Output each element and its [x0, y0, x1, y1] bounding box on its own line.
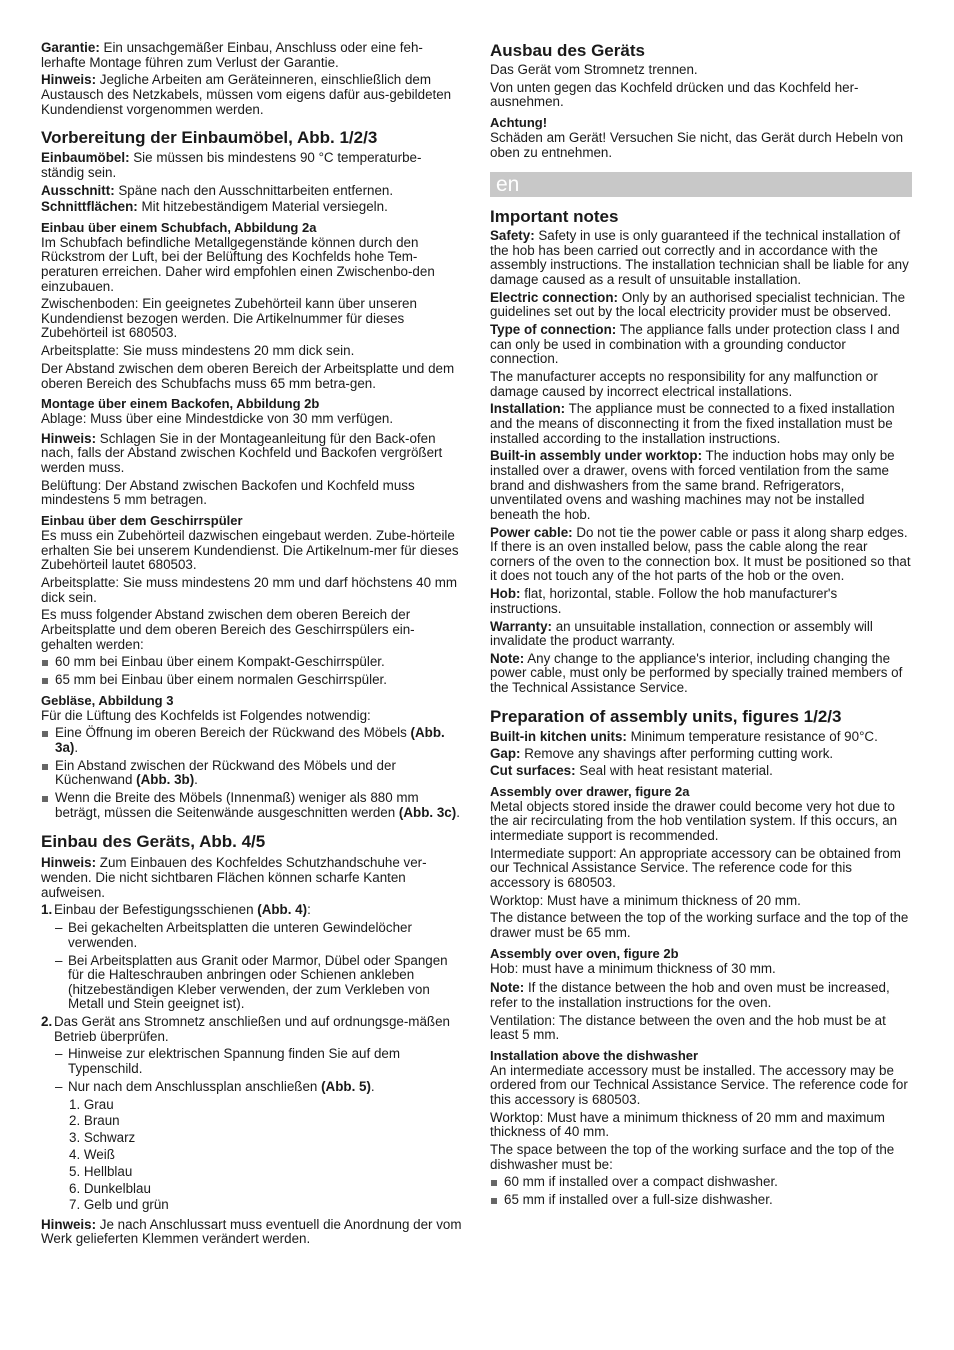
electric-text: Only by an authorised specialist technician. The guidelines set out by the local electricity provider must be observed.	[490, 289, 906, 320]
heading-vorbereitung: Vorbereitung der Einbaumöbel, Abb. 1/2/3	[41, 128, 378, 148]
dishwasher-paragraph: The space between the top of the working surface and the top of the dishwasher must be:	[490, 1142, 895, 1172]
gap-paragraph	[490, 747, 912, 762]
drawer-paragraph: Metal objects stored inside the drawer could become very hot due to the air recirculating from the hob ventilation system. If this occurs, an intermediate support is recommended.	[490, 798, 898, 843]
hinweis-paragraph	[41, 432, 464, 476]
hob-text: flat, horizontal, stable. Follow the hob manufacturer's instructions.	[490, 586, 838, 616]
note-text: If the distance between the hob and oven must be increased, refer to the installation instructions for the oven.	[490, 980, 890, 1010]
ausbau-paragraph: Von unten gegen das Kochfeld drücken und das Kochfeld her-ausnehmen.	[490, 79, 859, 110]
belueftung-paragraph: Belüftung: Der Abstand zwischen Backofen und Kochfeld muss mindestens 5 mm betragen.	[41, 477, 415, 508]
figure-ref: (Abb. 5)	[321, 1078, 371, 1094]
sub-item: – Nur nach dem Anschlussplan anschließen (Abb. 5).	[41, 1080, 464, 1095]
ventilation-paragraph: Ventilation: The distance between the oven and the hob must be at least 5 mm.	[490, 1012, 886, 1043]
language-bar	[490, 172, 912, 197]
schubfach-paragraph: Arbeitsplatte: Sie muss mindestens 20 mm dick sein.	[41, 343, 355, 359]
list-item: 65 mm bei Einbau über einem normalen Geschirrspüler.	[41, 673, 464, 688]
backofen-paragraph: Ablage: Muss über eine Mindestdicke von 30 mm verfügen.	[41, 411, 394, 427]
kitchen-units-paragraph	[490, 730, 912, 745]
hinweis-text: Jegliche Arbeiten am Geräteinneren, einschließlich dem Austausch des Netzkabels, müssen vom eigens dafür aus-gebildeten Kundendienst vorgenommen werden.	[41, 72, 452, 117]
einbaumoebel-text: Sie müssen bis mindestens 90 °C temperaturbe-ständig sein.	[41, 150, 422, 180]
builtin-paragraph	[490, 449, 912, 522]
drawer-paragraph: Worktop: Must have a minimum thickness of 20 mm.	[490, 892, 801, 908]
installation-text: The appliance must be connected to a fixed installation and the means of disconnecting it from the fixed installation must be installed according to the installation instructions.	[490, 401, 895, 446]
electric-paragraph	[490, 291, 912, 320]
language-tag: en	[496, 173, 520, 197]
ausbau-paragraph: Das Gerät vom Stromnetz trennen.	[490, 62, 698, 77]
oven-paragraph: Hob: must have a minimum thickness of 30 mm.	[490, 960, 776, 976]
list-item: 65 mm if installed over a full-size dishwasher.	[490, 1193, 912, 1208]
step-1: 1. Einbau der Befestigungsschienen (Abb. 4):	[41, 902, 311, 918]
geblaese-paragraph: Für die Lüftung des Kochfelds ist Folgendes notwendig:	[41, 707, 371, 723]
wire-color-item: 1. Grau	[69, 1096, 114, 1112]
drawer-paragraph: The distance between the top of the working surface and the top of the drawer must be 65 mm.	[490, 910, 909, 940]
gap-text: Remove any shavings after performing cutting work.	[520, 746, 834, 762]
left-column	[41, 41, 464, 1250]
hinweis-text: Je nach Anschlussart muss eventuell die Anordnung der vom Werk gelieferten Klemmen verändert werden.	[41, 1216, 462, 1247]
hob-paragraph	[490, 587, 912, 616]
warranty-text: an unsuitable installation, connection or assembly will invalidate the product warranty.	[490, 618, 873, 649]
step-number: 1.	[41, 902, 53, 918]
hinweis-paragraph	[41, 1218, 464, 1247]
power-label: Power cable:	[490, 524, 573, 540]
heading-ausbau: Ausbau des Geräts	[490, 41, 645, 60]
note-paragraph	[490, 981, 912, 1010]
schnittflaechen-paragraph	[41, 200, 464, 215]
garantie-paragraph	[41, 41, 464, 70]
schubfach-paragraph: Zwischenboden: Ein geeignetes Zubehörteil kann über unseren Kundendienst bezogen werden. Die Artikelnummer für dieses Zubehörteil ist 680503.	[41, 296, 417, 341]
geschirr-paragraph: Es muss folgender Abstand zwischen dem oberen Bereich der Arbeitsplatte und dem oberen Bereich des Geschirrspülers ein-gehalten werden:	[41, 607, 415, 652]
dishwasher-paragraph: Worktop: Must have a minimum thickness of 20 mm and maximum thickness of 40 mm.	[490, 1109, 885, 1140]
hinweis-text: Zum Einbauen des Kochfeldes Schutzhandschuhe ver-wenden. Die nicht sichtbaren Flächen können scharfe Kanten aufweisen.	[41, 855, 427, 900]
list-item-text: Eine Öffnung im oberen Bereich der Rückwand des Möbels	[55, 725, 411, 741]
figure-ref: (Abb. 3b)	[136, 772, 195, 788]
heading-geschirrspueler: Einbau über dem Geschirrspüler	[41, 512, 243, 528]
warranty-paragraph	[490, 620, 912, 649]
heading-oven: Assembly over oven, figure 2b	[490, 945, 679, 961]
hinweis-label: Hinweis:	[41, 855, 97, 871]
step-number: 2.	[41, 1014, 53, 1030]
wire-color-item: 2. Braun	[69, 1113, 120, 1129]
wire-color-item: 7. Gelb und grün	[69, 1197, 169, 1213]
list-item: 60 mm bei Einbau über einem Kompakt-Geschirrspüler.	[41, 655, 464, 670]
figure-ref: (Abb. 3a)	[55, 725, 445, 756]
heading-schubfach: Einbau über einem Schubfach, Abbildung 2a	[41, 219, 317, 235]
type-paragraph	[490, 323, 912, 367]
dishwasher-paragraph: An intermediate accessory must be installed. The accessory may be ordered from our Technical Assistance Service. The reference code for this accessory is 680503.	[490, 1062, 908, 1107]
heading-geblaese: Gebläse, Abbildung 3	[41, 692, 174, 708]
figure-ref: (Abb. 3c)	[398, 804, 457, 820]
type-label: Type of connection:	[490, 322, 617, 338]
right-column	[490, 41, 912, 1211]
installation-paragraph	[490, 402, 912, 446]
heading-backofen: Montage über einem Backofen, Abbildung 2b	[41, 396, 320, 412]
list-item-text: Ein Abstand zwischen der Rückwand des Möbels und der Küchenwand	[55, 757, 396, 788]
heading-einbau: Einbau des Geräts, Abb. 4/5	[41, 832, 266, 852]
installation-label: Installation:	[490, 401, 566, 417]
heading-dishwasher: Installation above the dishwasher	[490, 1047, 699, 1063]
safety-text: Safety in use is only guaranteed if the technical installation of the hob has been carried out correctly and in accordance with the assembly instructions. The installation technician shall be liable for any damage caused as a result of unsuitable installation.	[490, 228, 909, 287]
electric-label: Electric connection:	[490, 289, 618, 305]
wire-color-item: 5. Hellblau	[69, 1163, 133, 1179]
schubfach-paragraph: Der Abstand zwischen dem oberen Bereich der Arbeitsplatte und dem oberen Bereich des Schubfachs muss 65 mm betra-gen.	[41, 361, 455, 391]
hinweis-text: Schlagen Sie in der Montageanleitung für den Back-ofen nach, falls der Abstand zwischen Kochfeld und Backofen vergrößert werden muss.	[41, 430, 443, 475]
list-item-text: Wenn die Breite des Möbels (Innenmaß) weniger als 880 mm beträgt, müssen die Seitenwände ausgeschnitten werden	[55, 790, 419, 820]
step-text: Das Gerät ans Stromnetz anschließen und auf ordnungsge-mäßen Betrieb überprüfen.	[54, 1014, 450, 1044]
type-text: The appliance falls under protection class I and can only be used in combination with a grounding conductor connection.	[490, 322, 900, 367]
builtin-text: The induction hobs may only be installed over a drawer, ovens with forced ventilation from the same brand and dishwashers from the same brand. Refrigerators, unventilated ovens and washing machines may not be installed beneath the hob.	[490, 448, 895, 522]
hinweis-paragraph	[41, 73, 464, 117]
gap-label: Gap:	[490, 746, 521, 762]
sub-item: – Bei gekachelten Arbeitsplatten die unteren Gewindelöcher verwenden.	[41, 921, 464, 950]
note-label: Note:	[490, 650, 525, 666]
kitchen-units-text: Minimum temperature resistance of 90°C.	[626, 728, 878, 744]
warranty-label: Warranty:	[490, 618, 553, 634]
note-text: Any change to the appliance's interior, including changing the power cable, must only be performed by specially trained members of the Technical Assistance Service.	[490, 650, 903, 696]
sub-item: – Hinweise zur elektrischen Spannung finden Sie auf dem Typenschild.	[41, 1047, 464, 1076]
list-item: Wenn die Breite des Möbels (Innenmaß) weniger als 880 mm beträgt, müssen die Seitenwände ausgeschnitten werden (Abb. 3c).	[41, 791, 464, 820]
achtung-paragraph: Schäden am Gerät! Versuchen Sie nicht, das Gerät durch Hebeln von oben zu entnehmen.	[490, 129, 904, 160]
wire-color-item: 3. Schwarz	[69, 1130, 136, 1146]
heading-preparation: Preparation of assembly units, figures 1/2/3	[490, 706, 842, 726]
manufacturer-paragraph: The manufacturer accepts no responsibility for any malfunction or damage caused by incorrect electrical installations.	[490, 369, 878, 399]
heading-achtung: Achtung!	[490, 114, 548, 130]
garantie-label: Garantie:	[41, 40, 100, 55]
hinweis-label: Hinweis:	[41, 72, 97, 88]
sub-item: – Bei Arbeitsplatten aus Granit oder Marmor, Dübel oder Spangen für die Halteschrauben anbringen oder Schienen ankleben (hitzebeständigen Kleber verwenden, der zum Verkleben von Metall und Stein geeignet ist).	[41, 954, 464, 1012]
schubfach-paragraph: Im Schubfach befindliche Metallgegenstände können durch den Rückstrom der Luft, bei der Belüftung des Kochfelds hohe Tem-peraturen erreichen. Daher wird empfohlen einen Zwischenbo-den einzubauen.	[41, 234, 435, 294]
wire-color-item: 6. Dunkelblau	[69, 1180, 151, 1196]
hob-label: Hob:	[490, 586, 521, 602]
step-text: Einbau der Befestigungsschienen	[54, 902, 258, 918]
schnittflaechen-label: Schnittflächen:	[41, 199, 138, 215]
heading-important-notes: Important notes	[490, 207, 619, 227]
ausschnitt-label: Ausschnitt:	[41, 182, 115, 198]
list-item: Eine Öffnung im oberen Bereich der Rückwand des Möbels (Abb. 3a).	[41, 726, 464, 755]
hinweis-paragraph	[41, 856, 464, 900]
list-item: Ein Abstand zwischen der Rückwand des Möbels und der Küchenwand (Abb. 3b).	[41, 759, 464, 788]
cut-surfaces-label: Cut surfaces:	[490, 763, 576, 779]
garantie-text: Ein unsachgemäßer Einbau, Anschluss oder eine feh-lerhafte Montage führen zum Verlust der Garantie.	[41, 40, 423, 70]
ausschnitt-text: Späne nach den Ausschnittarbeiten entfernen.	[114, 182, 394, 198]
list-item: 60 mm if installed over a compact dishwasher.	[490, 1175, 912, 1190]
cut-surfaces-paragraph	[490, 764, 912, 779]
hinweis-label: Hinweis:	[41, 430, 97, 446]
figure-ref: (Abb. 4)	[257, 902, 308, 918]
drawer-paragraph: Intermediate support: An appropriate accessory can be obtained from our Technical Assistance Service. The reference code for this accessory is 680503.	[490, 845, 901, 890]
schnittflaechen-text: Mit hitzebeständigem Material versiegeln.	[137, 199, 388, 215]
geschirr-paragraph: Es muss ein Zubehörteil dazwischen eingebaut werden. Zube-hörteile erhalten Sie bei unserem Kundendienst. Die Artikelnum-mer für dieses Zubehörteil lautet 680503.	[41, 527, 459, 573]
power-paragraph	[490, 526, 912, 584]
ausschnitt-paragraph	[41, 184, 464, 199]
safety-label: Safety:	[490, 228, 535, 244]
safety-paragraph	[490, 229, 912, 287]
einbaumoebel-paragraph	[41, 151, 464, 180]
geschirr-paragraph: Arbeitsplatte: Sie muss mindestens 20 mm und darf höchstens 40 mm dick sein.	[41, 574, 458, 605]
wire-color-item: 4. Weiß	[69, 1146, 115, 1162]
kitchen-units-label: Built-in kitchen units:	[490, 728, 627, 744]
wire-color-list	[41, 1098, 464, 1213]
note-label: Note:	[490, 980, 525, 996]
cut-surfaces-text: Seal with heat resistant material.	[575, 763, 773, 779]
builtin-label: Built-in assembly under worktop:	[490, 448, 703, 464]
step-2	[41, 1015, 464, 1044]
power-text: Do not tie the power cable or pass it along sharp edges. If there is an oven installed below, pass the cable along the rear corners of the oven to the connection box. It must be positioned so that it does not touch any of the hot parts of the hob or the oven.	[490, 524, 911, 584]
note-paragraph	[490, 652, 912, 696]
heading-drawer: Assembly over drawer, figure 2a	[490, 783, 690, 799]
hinweis-label: Hinweis:	[41, 1216, 97, 1232]
sub-item-text: Nur nach dem Anschlussplan anschließen	[68, 1078, 322, 1094]
einbaumoebel-label: Einbaumöbel:	[41, 150, 130, 166]
